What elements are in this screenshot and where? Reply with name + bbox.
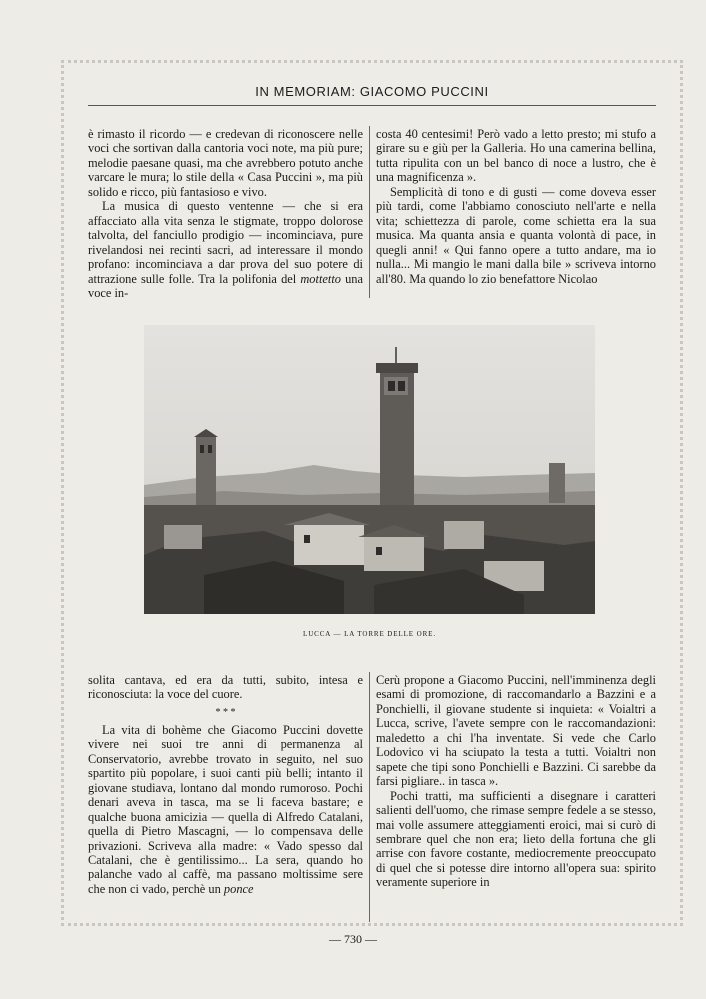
paragraph: è rimasto il ricordo — e credevan di riconoscere nelle voci che sortivan dalla cantoria voci note, ma più pure; melodie paesane quasi, ma che avrebbero potuto anche varcare le mura; lo stile della « Casa Puccini », ma più solido e ricco, più fantasioso e vivo.: [88, 127, 363, 199]
column-right-top: [376, 127, 656, 286]
paragraph: costa 40 centesimi! Però vado a letto presto; mi stufo a girare su e giù per la Galleria. Ho una camerina bellina, tutta ripulita con un bel banco di noce a lustro, che è una magnificenza ».: [376, 127, 656, 185]
italic-word: mottetto: [300, 271, 341, 286]
paragraph: La musica di questo ventenne — che si era affacciato alla vita senza le stigmate, troppo dolorose talvolta, del fanciullo prodigio — incominciava, pure rivelandosi nei recinti sacri, ad interessare il mondo profano: incominciava a dar prova del suo potere di attrazione sulle folle. Tra la polifonia del mottetto una voce in-: [88, 199, 363, 300]
column-left-top: [88, 127, 363, 300]
paragraph: solita cantava, ed era da tutti, subito, intesa e riconosciuta: la voce del cuore.: [88, 673, 363, 702]
photo-lucca-torre-delle-ore: [144, 325, 595, 614]
paragraph: La vita di bohème che Giacomo Puccini dovette vivere nei suoi tre anni di permanenza al Conservatorio, avrebbe trovato in seguito, nel suo spartito più popolare, i suoi canti più belli; intanto il giovane studiava, lontano dal mondo rumoroso. Pochi denari aveva in tasca, ma se li faceva bastare; e qualche buona amicizia — quella di Alfredo Catalani, quella di Pietro Mascagni, — lo compensava delle privazioni. Scriveva alla madre: « Vado spesso dal Catalani, che è gentilissimo... La sera, quando ho palanche vado al caffè, ma passano moltissime sere che non ci vado, perchè un ponce: [88, 722, 363, 896]
photo-caption: LUCCA — LA TORRE DELLE ORE.: [303, 630, 436, 638]
paragraph: Cerù propone a Giacomo Puccini, nell'imminenza degli esami di promozione, di raccomandarlo a Bazzini e a Ponchielli, il giovane studente si inquieta: « Voialtri a Lucca, scrive, l'avete sempre con le raccomandazioni: maledetto a chi l'ha inventate. Si vede che Carlo Lodovico vi ha sciupato la testa a tutti. Voialtri non sapete che tipi sono Ponchielli e Bazzini. Ci sarebbe da farsi pigliare.. in tasca ».: [376, 673, 656, 789]
column-divider: [369, 672, 370, 922]
running-header: IN MEMORIAM: GIACOMO PUCCINI: [255, 84, 489, 99]
column-divider: [369, 126, 370, 298]
column-left-bottom: [88, 673, 363, 896]
paragraph: Semplicità di tono e di gusti — come doveva esser più tardi, come l'abbiamo conosciuto nell'arte e nella vita; schiettezza di parole, come schietta era la sua musica. Ma quanta ansia e quanta volontà di pace, in quegli anni! « Qui fanno opere a tutto andare, ma io nulla... Mi mangio le mani dalla bile » scriveva intorno all'80. Ma quando lo zio benefattore Nicolao: [376, 184, 656, 286]
header-rule: [88, 105, 656, 106]
italic-word: ponce: [223, 881, 254, 896]
paragraph: Pochi tratti, ma sufficienti a disegnare i caratteri salienti dell'uomo, che rimase sempre fedele a se stesso, mai volle assumere atteggiamenti eroici, mai si curò di sembrare quel che non era; lieto della fortuna che gli arrise con favore costante, mediocremente preoccupato di quel che si potesse dire intorno all'opera sua: spirito veramente superiore in: [376, 788, 656, 890]
page-number: — 730 —: [329, 932, 377, 946]
section-break-asterisks: * * *: [215, 706, 236, 718]
column-right-bottom: [376, 673, 656, 890]
